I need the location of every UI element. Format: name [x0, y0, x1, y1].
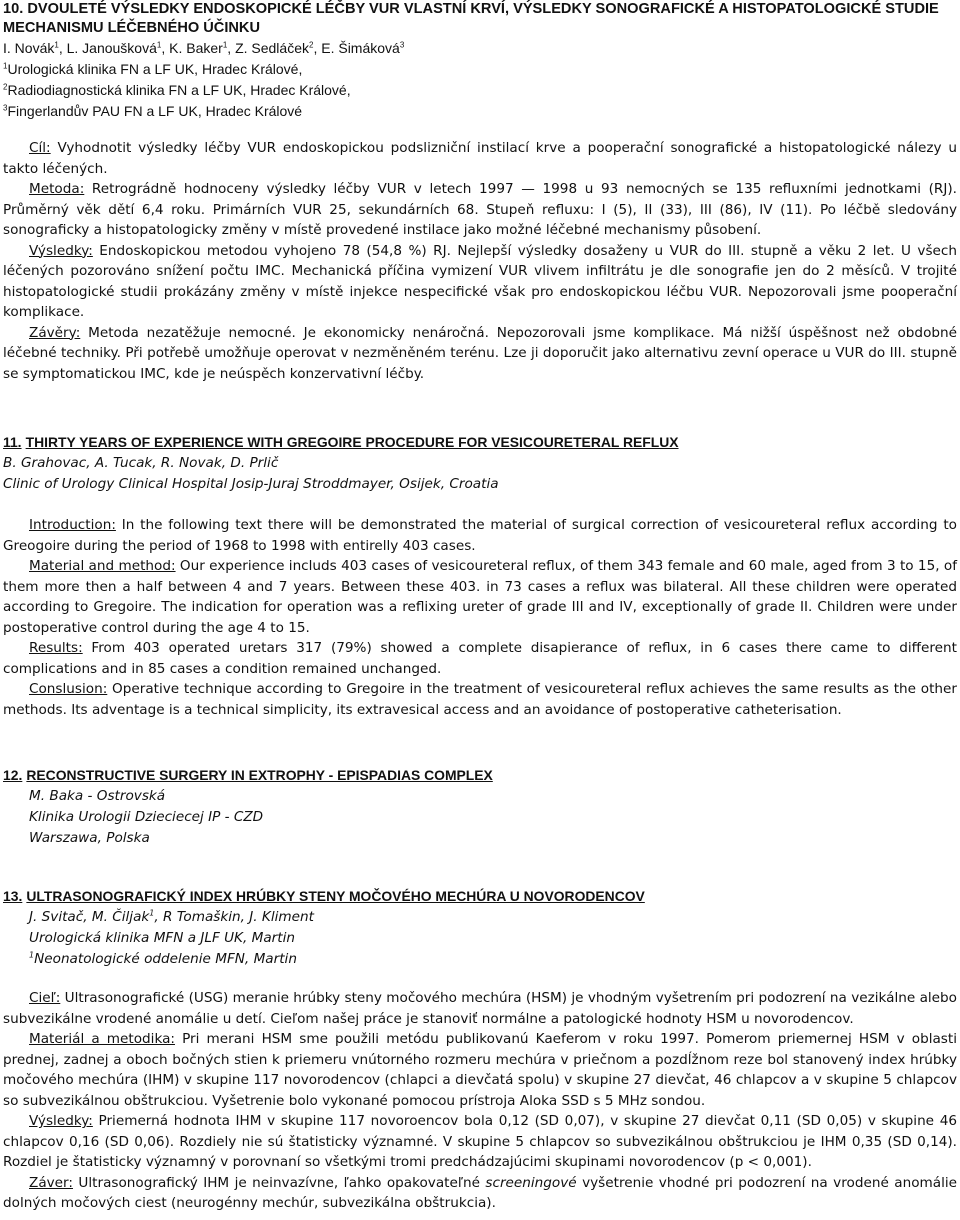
abstract-number: 10.: [3, 1, 24, 17]
affiliation: Klinika Urologii Dzieciecej IP - CZD: [29, 809, 264, 825]
author-list: [3, 907, 957, 928]
author-affiliation-mark: 1: [222, 40, 228, 50]
abstract-10: [3, 0, 957, 384]
affiliation: [3, 101, 957, 122]
paragraph-results: [3, 1111, 957, 1173]
abstract-title: [3, 886, 957, 907]
abstract-title: [3, 432, 957, 453]
paragraph-italic-term: screeningové: [485, 1174, 577, 1191]
affiliation-mark: 2: [3, 82, 8, 92]
paragraph-results: [3, 638, 957, 679]
affiliation-text: Radiodiagnostická klinika FN a LF UK, Hradec Králové,: [7, 82, 351, 98]
paragraph-material-method: [3, 556, 957, 638]
affiliation-mark: 3: [3, 103, 8, 113]
affiliation-location: Warszawa, Polska: [29, 830, 150, 846]
paragraph-conclusion: [3, 1173, 957, 1214]
affiliation: [3, 59, 957, 80]
abstract-title-text: DVOULETÉ VÝSLEDKY ENDOSKOPICKÉ LÉČBY VUR VLASTNÍ KRVÍ, VÝSLEDKY SONOGRAFICKÉ A HISTOPATOLOGICKÉ STUDIE MECHANISMU LÉČEBNÉHO ÚČINKU: [3, 1, 939, 36]
paragraph-aim: [3, 138, 957, 179]
paragraph-label: Introduction:: [29, 517, 116, 533]
paragraph-text: In the following text there will be demonstrated the material of surgical correction of vesicoureteral reflux according to Greogoire during the period of 1968 to 1998 with entirelly 403 cases.: [3, 517, 957, 554]
paragraph-text: Endoskopickou metodou vyhojeno 78 (54,8 %) RJ. Nejlepší výsledky dosaženy u VUR do III. stupně a věku 2 let. U všech léčených pozorováno snížení počtu IMC. Mechanická příčina vymizení VUR vlivem infiltrátu je dle sonografie jen do 2 měsíců. V trojité histopatologické studii prokázány změny v místě injekce nespecifické však pro endoskopickou léčbu VUR. Nepozorovali jsme pooperační komplikace.: [3, 242, 957, 320]
abstract-number: 12.: [3, 767, 23, 783]
paragraph-label: Conslusion:: [29, 681, 108, 697]
paragraph-text: Ultrasonografické (USG) meranie hrúbky steny močového mechúra (HSM) je vhodným vyšetrením pri podozrení na vezikálne alebo subvezikálne vrodené anomálie u detí. Cieľom našej práce je stanoviť normálne a patologické hodnoty HSM u novorodencov.: [3, 990, 957, 1027]
abstract-13: [3, 886, 957, 1214]
abstract-title-text: RECONSTRUCTIVE SURGERY IN EXTROPHY - EPISPADIAS COMPLEX: [26, 767, 493, 783]
paragraph-text: Metoda nezatěžuje nemocné. Je ekonomicky nenáročná. Nepozorovali jsme komplikace. Má nižší úspěšnost než obdobné léčebné techniky. Při potřebě umožňuje operovat v nezměněném terénu. Lze ji doporučit jako alternativu zevní operace u VUR do III. stupně se symptomatickou IMC, kde je neúspěch konzervativní léčby.: [3, 324, 957, 382]
affiliation: Clinic of Urology Clinical Hospital Josip-Juraj Stroddmayer, Osijek, Croatia: [3, 476, 499, 492]
abstract-12: [3, 765, 957, 849]
paragraph-label: Záver:: [29, 1174, 73, 1191]
author: E. Šimáková: [321, 40, 400, 56]
affiliation-text: Neonatologické oddelenie MFN, Martin: [34, 951, 297, 967]
author-affiliation-mark: 1: [156, 40, 162, 50]
paragraph-label: Material and method:: [29, 558, 176, 574]
abstract-number: 11.: [3, 434, 22, 450]
abstract-11: [3, 432, 957, 720]
paragraph-results: [3, 241, 957, 323]
author-list: B. Grahovac, A. Tucak, R. Novak, D. Prlič: [3, 455, 279, 471]
abstract-number: 13.: [3, 888, 23, 904]
paragraph-conclusion: [3, 679, 957, 720]
author-text: , R Tomaškin, J. Kliment: [154, 909, 314, 925]
paragraph-label: Výsledky:: [29, 1113, 93, 1129]
paragraph-text: Vyhodnotit výsledky léčby VUR endoskopickou podslizniční instilací krve a pooperační sonografické a histopatologické nálezy u takto léčených.: [3, 140, 957, 177]
affiliation-text: Fingerlandův PAU FN a LF UK, Hradec Králové: [7, 103, 303, 119]
author: L. Janoušková: [66, 40, 157, 56]
paragraph-label: Závěry:: [29, 324, 81, 341]
paragraph-label: Cíl:: [29, 140, 51, 156]
paragraph-text: Pri merani HSM sme použili metódu publikovanú Kaeferom v roku 1997. Pomerom priemernej HSM v oblasti prednej, zadnej a oboch bočných stien k priemeru vnútorného rozmeru mechúra v priečnom a pozdĺžnom reze bol stanovený index hrúbky močového mechúra (IHM) v skupine 117 novorodencov (chlapci a dievčatá spolu) v skupine 27 dievčat, 46 chlapcov a v skupine 5 chlapcov so subvezikálnou obštrukciou. Vyšetrenie bolo vykonané pomocou prístroja Aloka SSD s 5 MHz sondou.: [3, 1031, 957, 1109]
paragraph-text: Our experience includs 403 cases of vesicoureteral reflux, of them 343 female and 60 male, aged from 3 to 15, of them more then a half between 4 and 7 years. Between these 403. in 73 cases a reflux was bilateral. All these children were operated according to Gregoire. The indication for operation was a reflixing ureter of grade III and IV, exceptionally of grade II. Children were under postoperative control during the age 4 to 15.: [3, 558, 957, 636]
paragraph-label: Results:: [29, 640, 83, 656]
author: K. Baker: [169, 40, 223, 56]
affiliation: Urologická klinika MFN a JLF UK, Martin: [29, 930, 295, 946]
paragraph-text: Priemerná hodnota IHM v skupine 117 novoroencov bola 0,12 (SD 0,07), v skupine 27 dievčat 0,11 (SD 0,05) v skupine 46 chlapcov 0,16 (SD 0,06). Rozdiely nie sú štatisticky významné. V skupine 5 chlapcov so subvezikálnou obštrukciou je IHM 0,35 (SD 0,14). Rozdiel je štatisticky významný v porovnaní so všetkými tromi predchádzajúcimi skupinami novorodencov (p < 0,001).: [3, 1113, 957, 1170]
author-affiliation-mark: 3: [399, 40, 405, 50]
author-affiliation-mark: 1: [149, 908, 155, 918]
paragraph-label: Cieľ:: [29, 990, 61, 1006]
paragraph-introduction: [3, 515, 957, 556]
abstract-title: [3, 765, 957, 786]
paragraph-label: Materiál a metodika:: [29, 1031, 175, 1047]
affiliation-mark: 1: [29, 950, 35, 960]
author: Z. Sedláček: [235, 40, 309, 56]
author-affiliation-mark: 1: [54, 40, 59, 50]
paragraph-text: vyšetrenie vhodné pri podozrení na vrodené anomálie dolných močových ciest (neurogénny mechúr, subvezikálna obštrukcia).: [3, 1174, 958, 1211]
affiliation: [3, 949, 957, 970]
affiliation-text: Urologická klinika FN a LF UK, Hradec Králové,: [7, 61, 303, 77]
author: I. Novák: [3, 40, 55, 56]
author-list: M. Baka - Ostrovská: [29, 788, 166, 804]
author-affiliation-mark: 2: [309, 40, 314, 50]
abstract-title-text: ULTRASONOGRAFICKÝ INDEX HRÚBKY STENY MOČOVÉHO MECHÚRA U NOVORODENCOV: [26, 888, 645, 904]
paragraph-label: Metoda:: [29, 181, 85, 197]
author-list: I. Novák$^1$, L. Janoušková$^1$, K. Baker$^1$, Z. Sedláček$^2$, E. Šimáková$^3$: [3, 40, 405, 56]
paragraph-aim: [3, 988, 957, 1029]
paragraph-method: [3, 179, 957, 241]
paragraph-text: Retrográdně hodnoceny výsledky léčby VUR v letech 1997 — 1998 u 93 nemocných se 135 refluxními jednotkami (RJ). Průměrný věk dětí 6,4 roku. Primárních VUR 25, sekundárních 68. Stupeň refluxu: I (5), II (33), III (86), IV (11). Po léčbě sledovány sonograficky a histopatologicky změny v místě provedené instilace jako možné léčebné mechanismy působení.: [3, 181, 957, 238]
paragraph-conclusions: [3, 323, 957, 385]
author-text: J. Svitač, M. Čiljak: [29, 909, 150, 925]
affiliation: [3, 80, 957, 101]
paragraph-text: Operative technique according to Gregoire in the treatment of vesicoureteral reflux achieves the same results as the other methods. Its adventage is a technical simplicity, its extravesical access and an avoidance of postoperative catheterisation.: [3, 681, 957, 718]
abstract-title-text: THIRTY YEARS OF EXPERIENCE WITH GREGOIRE PROCEDURE FOR VESICOURETERAL REFLUX: [25, 434, 679, 450]
affiliation-mark: 1: [3, 61, 8, 71]
abstract-title: [3, 0, 957, 38]
paragraph-label: Výsledky:: [29, 242, 93, 259]
paragraph-material-method: [3, 1029, 957, 1111]
paragraph-text: Ultrasonografický IHM je neinvazívne, ľahko opakovateľné: [72, 1174, 486, 1191]
paragraph-text: From 403 operated uretars 317 (79%) showed a complete disapierance of reflux, in 6 cases there came to different complications and in 85 cases a condition remained unchanged.: [3, 640, 957, 677]
